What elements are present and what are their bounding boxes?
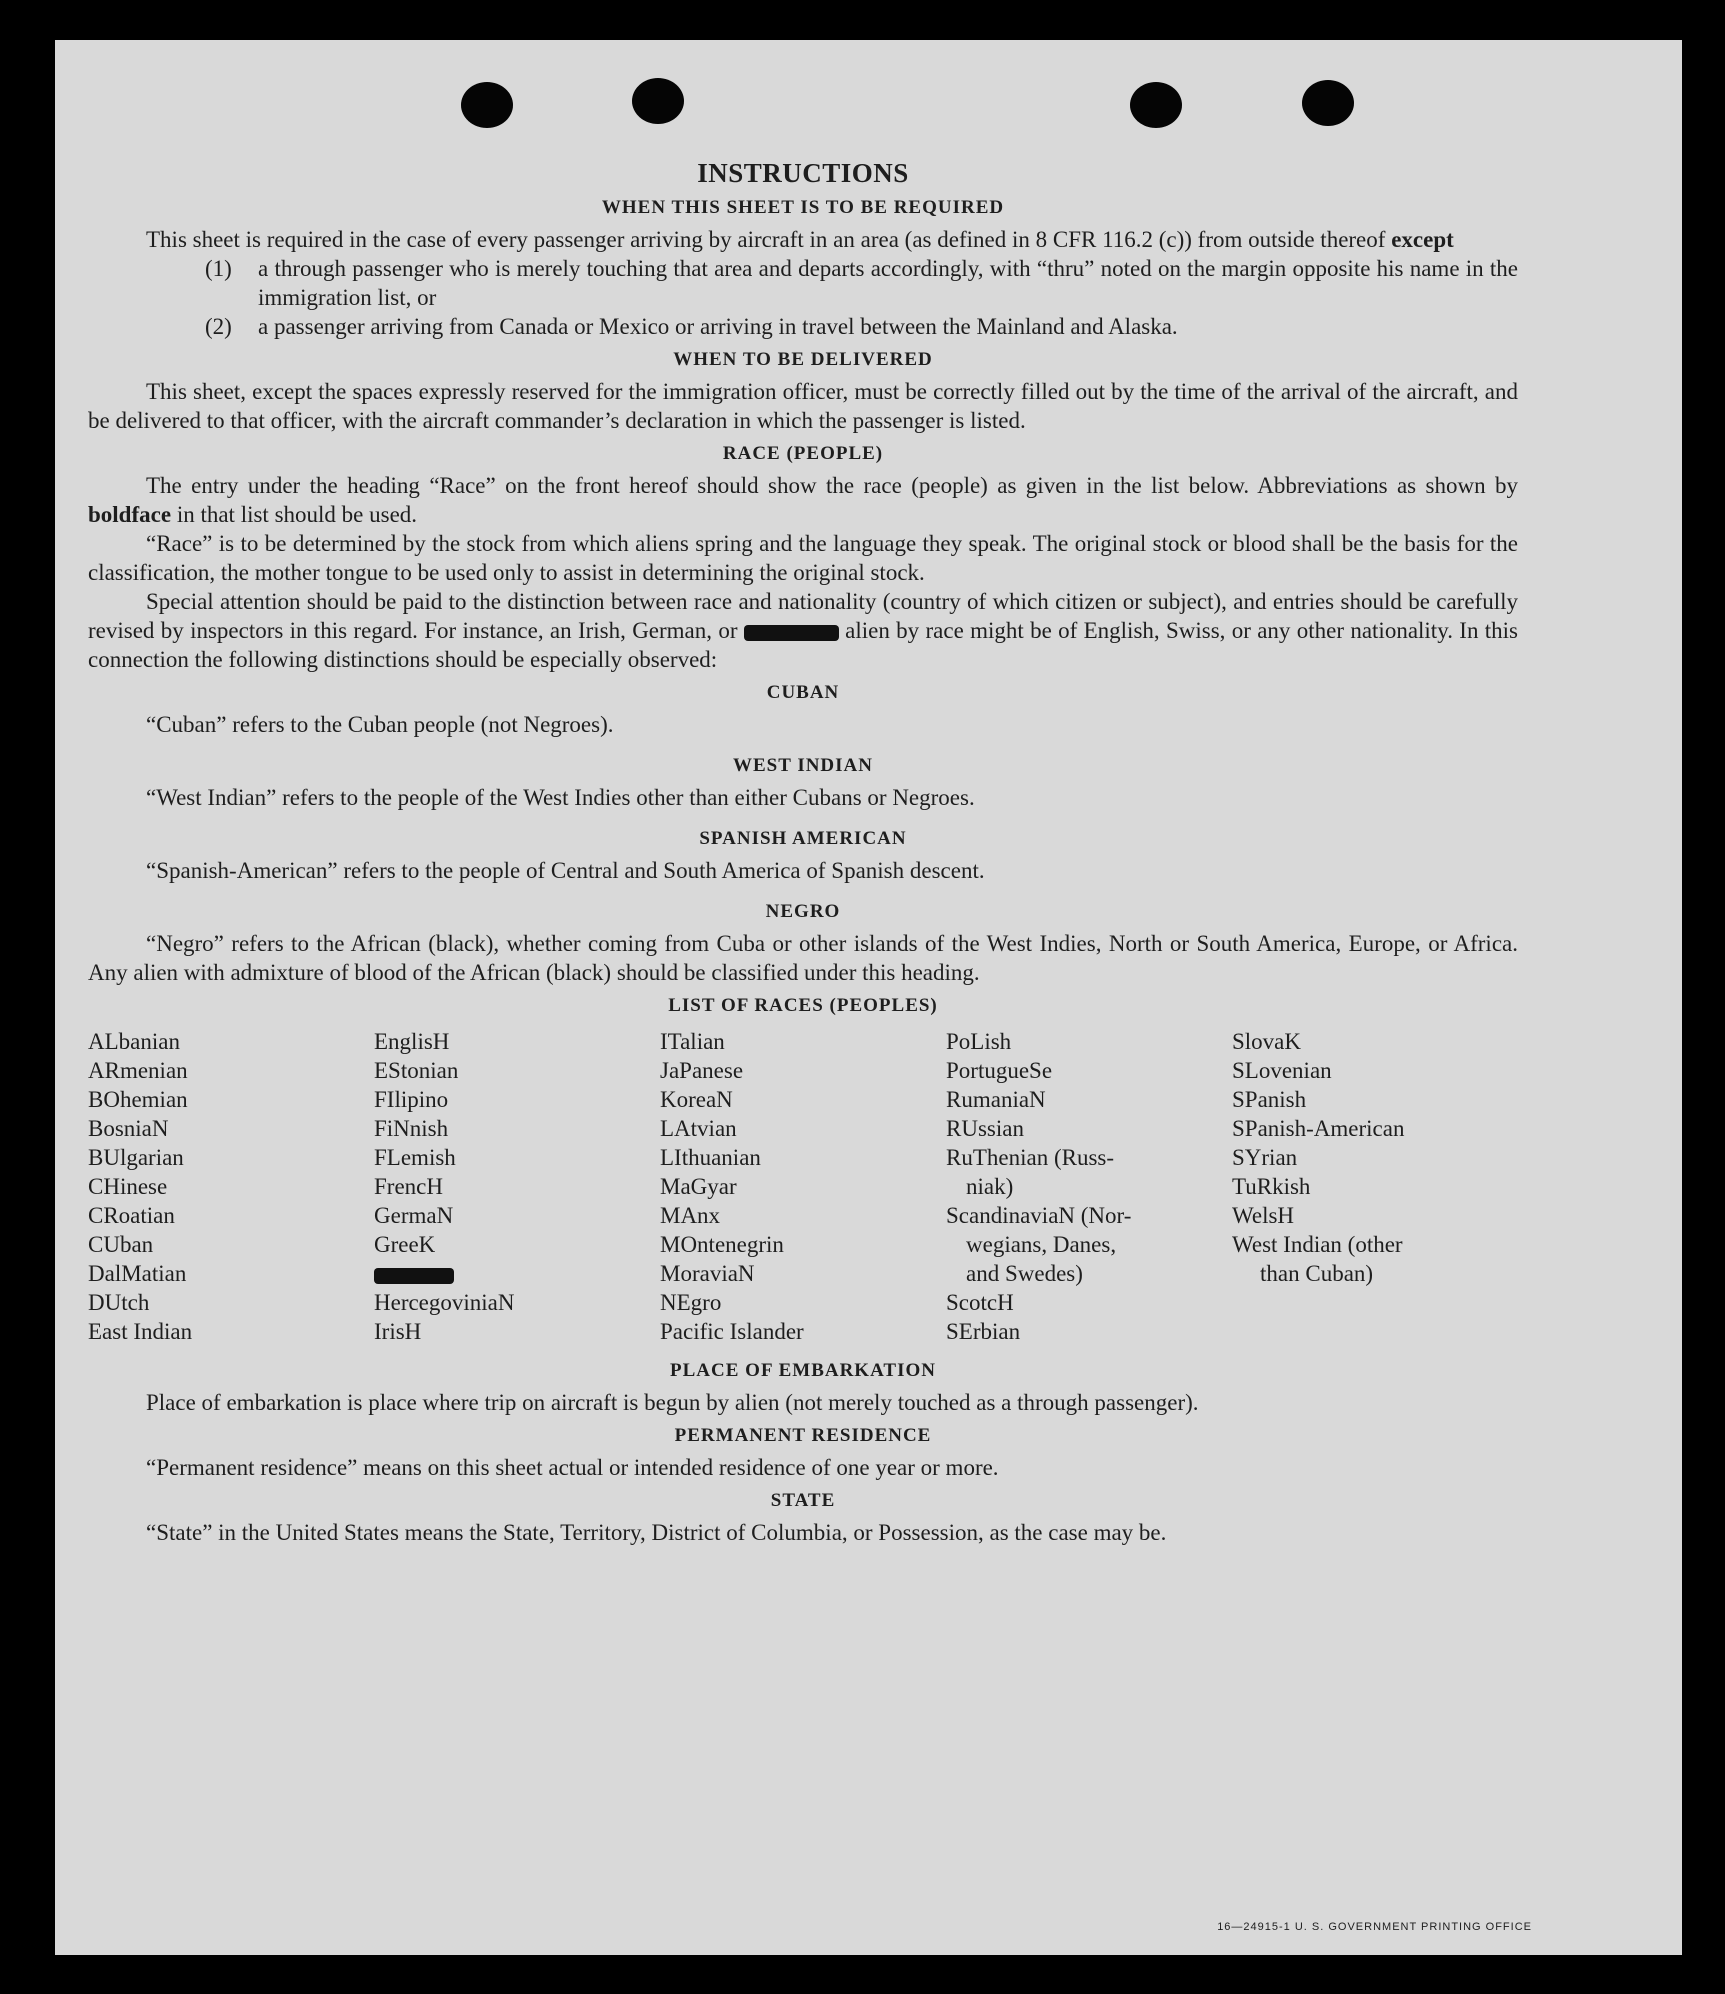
race-item: GreeK [374,1232,436,1257]
race-item: wegians, Danes, [966,1232,1117,1257]
redaction-mark [374,1268,454,1284]
races-column [374,1027,660,1346]
section-heading: SPANISH AMERICAN [699,828,907,849]
race-item: CRoatian [88,1203,175,1228]
race-item: ITalian [660,1029,725,1054]
race-item: SPanish-American [1232,1116,1405,1141]
race-item: SLovenian [1232,1058,1332,1083]
race-item: MOntenegrin [660,1232,784,1257]
race-item: WelsH [1232,1203,1295,1228]
race-item: PortugueSe [946,1058,1053,1083]
paragraph: “Cuban” refers to the Cuban people (not Negroes). [146,712,614,737]
races-column [88,1027,374,1346]
race-item: niak) [966,1174,1014,1199]
race-item-redacted [374,1259,660,1288]
races-column [946,1027,1232,1346]
section-heading: STATE [770,1490,836,1511]
page-title: INSTRUCTIONS [697,158,909,188]
race-item: FrencH [374,1174,443,1199]
punch-hole [461,82,513,128]
races-column [660,1027,946,1346]
paragraph: This sheet, except the spaces expressly reserved for the immigration officer, must be correctly filled out by the time of the arrival of the aircraft, and be delivered to that officer, with the aircraft commander’s declaration in which the passenger is listed. [88,379,1518,433]
paragraph: The entry under the heading “Race” on the front hereof should show the race (people) as given in the list below. Abbreviations as shown by boldface in that list should be used. [88,473,1518,527]
race-item: RUssian [946,1116,1024,1141]
races-column [1232,1027,1518,1346]
section-heading: NEGRO [765,901,841,922]
instructions-content [88,158,1518,1547]
section-heading: WHEN TO BE DELIVERED [673,349,933,370]
paragraph: “Race” is to be determined by the stock from which aliens spring and the language they speak. The original stock or blood shall be the basis for the classification, the mother tongue to be used only to assist in determining the original stock. [88,531,1518,585]
redaction-mark [744,625,839,641]
paragraph: “Negro” refers to the African (black), whether coming from Cuba or other islands of the West Indies, North or South America, Europe, or Africa. Any alien with admixture of blood of the African (black) should be classified under this heading. [88,931,1518,985]
race-item: MaGyar [660,1174,737,1199]
race-item: DUtch [88,1290,150,1315]
race-item: LIthuanian [660,1145,761,1170]
paragraph: This sheet is required in the case of every passenger arriving by aircraft in an area (as defined in 8 CFR 116.2 (c)) from outside thereof except [146,227,1454,252]
section-heading: WHEN THIS SHEET IS TO BE REQUIRED [601,197,1005,218]
race-item: KoreaN [660,1087,733,1112]
list-item: (2) a passenger arriving from Canada or Mexico or arriving in travel between the Mainland and Alaska. [205,314,1178,339]
race-item: IrisH [374,1319,422,1344]
race-item: NEgro [660,1290,722,1315]
section-heading: RACE (PEOPLE) [722,443,884,464]
section-heading: PLACE OF EMBARKATION [670,1360,936,1381]
section-heading: LIST OF RACES (PEOPLES) [668,995,938,1016]
race-item: ScotcH [946,1290,1014,1315]
race-item: EnglisH [374,1029,450,1054]
list-item: (1) a through passenger who is merely touching that area and departs accordingly, with “thru” noted on the margin opposite his name in the immigration list, or [205,256,1518,310]
race-item: SlovaK [1232,1029,1301,1054]
race-item: PoLish [946,1029,1012,1054]
punch-hole [1302,80,1354,126]
race-item: RuThenian (Russ- [946,1145,1115,1170]
race-item: ScandinaviaN (Nor- [946,1203,1132,1228]
paragraph: “Spanish-American” refers to the people of Central and South America of Spanish descent. [146,858,985,883]
race-item: East Indian [88,1319,193,1344]
race-item: LAtvian [660,1116,737,1141]
race-item: CHinese [88,1174,168,1199]
paragraph: Place of embarkation is place where trip on aircraft is begun by alien (not merely touched as a through passenger). [146,1390,1199,1415]
race-item: BOhemian [88,1087,188,1112]
punch-hole [632,78,684,124]
race-item: and Swedes) [966,1261,1083,1286]
race-item: EStonian [374,1058,459,1083]
race-item: ARmenian [88,1058,188,1083]
race-item: FIlipino [374,1087,449,1112]
race-item: FiNnish [374,1116,449,1141]
race-item: BosniaN [88,1116,169,1141]
document-sheet [55,40,1682,1955]
race-item: FLemish [374,1145,456,1170]
punch-hole [1130,82,1182,128]
race-item: ALbanian [88,1029,180,1054]
race-item: than Cuban) [1260,1261,1374,1286]
race-item: MAnx [660,1203,721,1228]
section-heading: CUBAN [766,682,840,703]
race-item: Pacific Islander [660,1319,804,1344]
race-item: HercegoviniaN [374,1290,515,1315]
race-item: MoraviaN [660,1261,755,1286]
race-item: JaPanese [660,1058,744,1083]
race-item: RumaniaN [946,1087,1046,1112]
paragraph: “West Indian” refers to the people of the West Indies other than either Cubans or Negroes. [146,785,975,810]
section-heading: PERMANENT RESIDENCE [674,1425,932,1446]
race-item: CUban [88,1232,154,1257]
race-item: SYrian [1232,1145,1298,1170]
races-list [88,1027,1518,1346]
section-heading: WEST INDIAN [733,755,873,776]
printer-imprint: 16—24915-1 U. S. GOVERNMENT PRINTING OFFICE [1217,1921,1532,1933]
paragraph: “State” in the United States means the State, Territory, District of Columbia, or Possession, as the case may be. [146,1520,1167,1545]
paragraph: Special attention should be paid to the distinction between race and nationality (country of which citizen or subject), and entries should be carefully revised by inspectors in this regard. For instance, an Irish, German, or alien by race might be of English, Swiss, or any other nationality. In this connection the following distinctions should be especially observed: [88,589,1518,672]
race-item: SPanish [1232,1087,1307,1112]
race-item: West Indian (other [1232,1232,1403,1257]
paragraph: “Permanent residence” means on this sheet actual or intended residence of one year or more. [146,1455,999,1480]
race-item: BUlgarian [88,1145,184,1170]
race-item: TuRkish [1232,1174,1311,1199]
race-item: DalMatian [88,1261,187,1286]
race-item: SErbian [946,1319,1021,1344]
race-item: GermaN [374,1203,454,1228]
